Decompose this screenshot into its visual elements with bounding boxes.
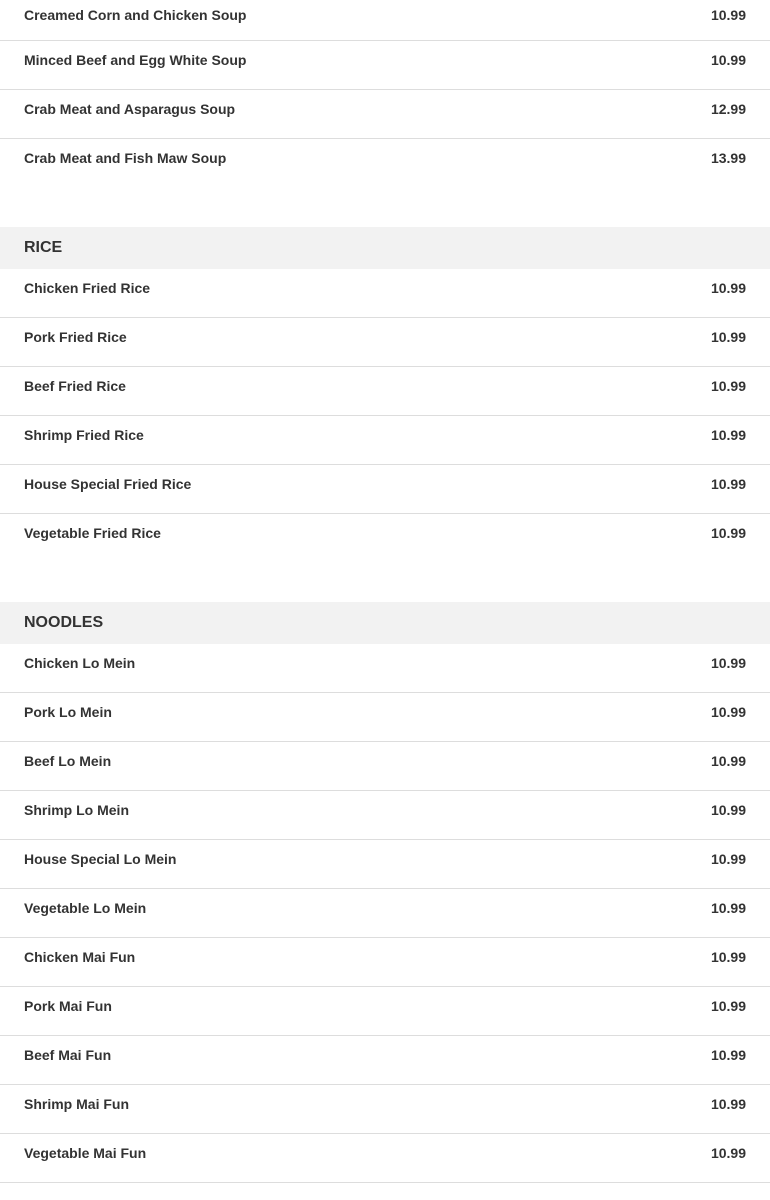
menu-item[interactable] [0, 1085, 770, 1134]
item-name: Beef Fried Rice [24, 378, 126, 394]
item-price: 10.99 [710, 525, 746, 541]
item-name: Pork Fried Rice [24, 329, 127, 345]
item-price: 10.99 [710, 998, 746, 1014]
menu-item[interactable] [0, 1036, 770, 1085]
item-name: Minced Beef and Egg White Soup [24, 52, 247, 68]
item-price: 10.99 [710, 949, 746, 965]
item-name: Crab Meat and Fish Maw Soup [24, 150, 227, 166]
item-price: 10.99 [710, 900, 746, 916]
section-header-noodles: NOODLES [0, 602, 770, 644]
item-name: Pork Mai Fun [24, 998, 112, 1014]
item-price: 10.99 [710, 1096, 746, 1112]
menu-item[interactable] [0, 416, 770, 465]
item-name: House Special Fried Rice [24, 476, 192, 492]
item-name: Vegetable Mai Fun [24, 1145, 147, 1161]
item-name: Vegetable Lo Mein [24, 900, 147, 916]
item-name: Chicken Fried Rice [24, 280, 151, 296]
menu-item[interactable] [0, 693, 770, 742]
menu-item[interactable] [0, 644, 770, 693]
item-name: Shrimp Fried Rice [24, 427, 144, 443]
item-name: Beef Mai Fun [24, 1047, 112, 1063]
item-price: 10.99 [710, 704, 746, 720]
item-price: 10.99 [710, 1047, 746, 1063]
item-name: Shrimp Mai Fun [24, 1096, 129, 1112]
item-price: 12.99 [710, 101, 746, 117]
section-spacer [0, 188, 770, 227]
menu-item[interactable] [0, 987, 770, 1036]
menu-item[interactable] [0, 514, 770, 563]
menu-item[interactable] [0, 465, 770, 514]
menu-item[interactable] [0, 367, 770, 416]
item-name: House Special Lo Mein [24, 851, 177, 867]
item-price: 10.99 [710, 427, 746, 443]
menu-item[interactable] [0, 938, 770, 987]
item-price: 10.99 [710, 476, 746, 492]
item-name: Chicken Lo Mein [24, 655, 136, 671]
item-price: 10.99 [710, 655, 746, 671]
menu-item[interactable] [0, 1134, 770, 1183]
menu-item[interactable] [0, 889, 770, 938]
menu-item[interactable] [0, 840, 770, 889]
item-name: Chicken Mai Fun [24, 949, 136, 965]
item-price: 10.99 [710, 378, 746, 394]
menu-item[interactable] [0, 0, 770, 41]
section-header-rice: RICE [0, 227, 770, 269]
menu-item[interactable] [0, 318, 770, 367]
item-name: Beef Lo Mein [24, 753, 112, 769]
item-price: 10.99 [710, 280, 746, 296]
menu-item[interactable] [0, 742, 770, 791]
section-spacer [0, 563, 770, 602]
item-price: 10.99 [710, 802, 746, 818]
menu-item[interactable] [0, 41, 770, 90]
menu-item[interactable] [0, 139, 770, 188]
menu-item[interactable] [0, 90, 770, 139]
menu-item[interactable] [0, 269, 770, 318]
item-price: 10.99 [710, 753, 746, 769]
item-name: Creamed Corn and Chicken Soup [24, 7, 247, 23]
item-name: Pork Lo Mein [24, 704, 112, 720]
menu-item[interactable] [0, 791, 770, 840]
item-price: 10.99 [710, 851, 746, 867]
item-price: 13.99 [710, 150, 746, 166]
item-name: Crab Meat and Asparagus Soup [24, 101, 236, 117]
item-name: Shrimp Lo Mein [24, 802, 129, 818]
item-price: 10.99 [710, 329, 746, 345]
item-price: 10.99 [710, 7, 746, 23]
item-name: Vegetable Fried Rice [24, 525, 161, 541]
item-price: 10.99 [710, 52, 746, 68]
item-price: 10.99 [710, 1145, 746, 1161]
